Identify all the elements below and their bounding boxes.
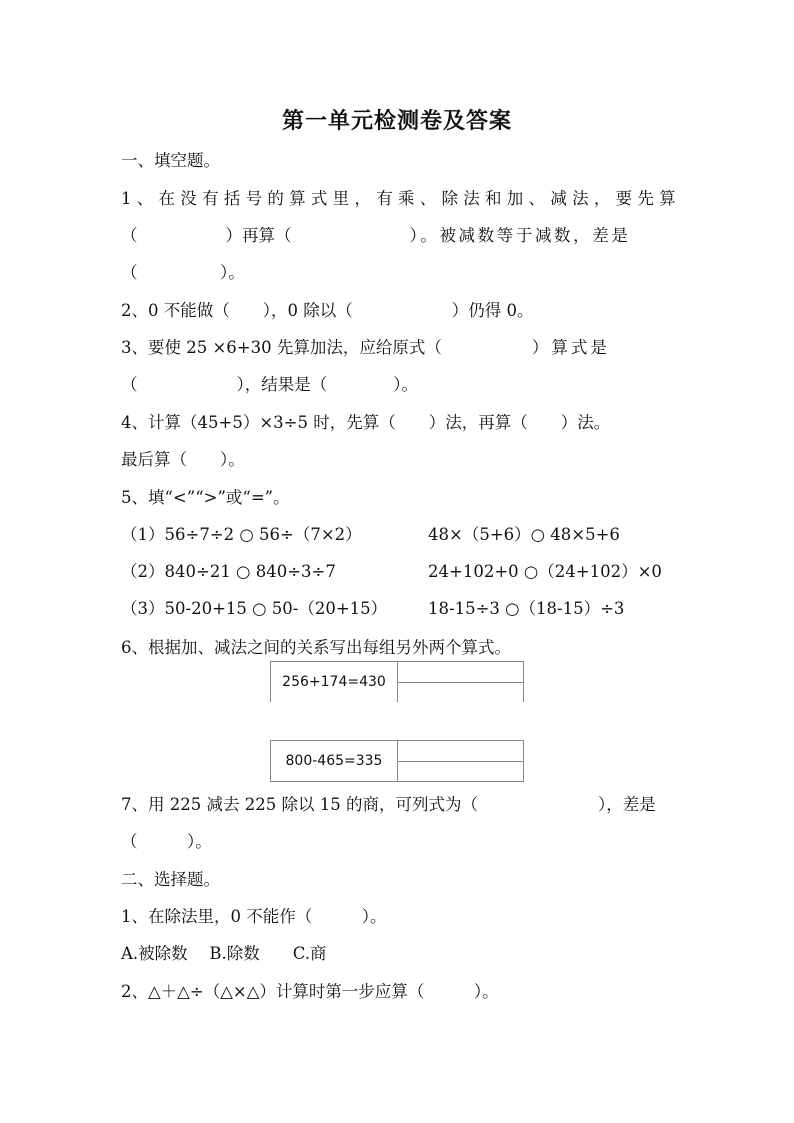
q1-then: ）再算（ — [225, 226, 292, 245]
q1-line1 — [121, 188, 676, 210]
q1-paren-open: （ — [121, 226, 138, 245]
section-choice-heading: 二、选择题。 — [121, 870, 220, 889]
q1-line1-char: 号 — [245, 189, 263, 208]
q1-line1-char: 减 — [550, 189, 567, 208]
q3-line1 — [121, 337, 676, 359]
q3-line1-b: ）算式是 — [531, 338, 610, 357]
q4-line1: 4、计算（45+5）×3÷5 时，先算（ ）法，再算（ ）法。 — [121, 413, 611, 432]
q1-line1-char: 和 — [485, 189, 502, 208]
q5-intro: 5、填“<”“>”或“=”。 — [121, 488, 290, 507]
q1-line1-char: 、 — [419, 189, 437, 208]
q1-line1-char: 算 — [659, 189, 676, 208]
q6-answer-blank2[interactable] — [398, 741, 523, 781]
q1-line1-char: 法 — [463, 189, 480, 208]
q1-line1-char: 括 — [223, 189, 241, 208]
q5-row2-left: （2）840÷21 ○ 840÷3÷7 — [121, 562, 336, 581]
q1-line1-char: 、 — [136, 189, 154, 208]
q4-line2: 最后算（ ）。 — [121, 450, 245, 469]
q1-line1-char: 乘 — [397, 189, 415, 208]
q5-row3-right: 18-15÷3 ○（18-15）÷3 — [428, 599, 625, 618]
q6-answer-blank1[interactable] — [398, 662, 523, 702]
c2-stem: 2、△＋△÷（△×△）计算时第一步应算（ ）。 — [121, 982, 499, 1001]
q7-line1-a: 7、用 225 减去 225 除以 15 的商，可列式为（ — [121, 795, 478, 814]
q1-line1-char: 要 — [615, 189, 633, 208]
q6-box1 — [270, 661, 524, 702]
q6-eq1: 256+174=430 — [271, 662, 398, 702]
q1-line2 — [121, 225, 676, 247]
q3-line1-a: 3、要使 25 ×6+30 先算加法，应给原式（ — [121, 338, 442, 357]
q1-line1-char: 1 — [121, 189, 132, 208]
c1-stem: 1、在除法里，0 不能作（ ）。 — [121, 907, 387, 926]
q1-line1-char: 法 — [572, 189, 589, 208]
q1-line1-char: ， — [593, 189, 611, 208]
q6-box2 — [270, 740, 524, 782]
q1-line1-char: 式 — [310, 189, 328, 208]
q5-row1-right: 48×（5+6）○ 48×5+6 — [428, 525, 620, 544]
c1-options: A.被除数 B.除数 C.商 — [121, 944, 327, 963]
q1-rest: ）。被减数等于减数，差是 — [409, 226, 631, 245]
q6-eq2: 800-465=335 — [271, 741, 398, 781]
q1-line1-char: 里 — [332, 189, 350, 208]
q5-row1-left: （1）56÷7÷2 ○ 56÷（7×2） — [121, 525, 362, 544]
q1-line1-char: 先 — [637, 189, 654, 208]
q3-line2: （ ），结果是（ ）。 — [121, 375, 418, 394]
q6-intro: 6、根据加、减法之间的关系写出每组另外两个算式。 — [121, 638, 511, 657]
q2-text: 2、0 不能做（ ），0 除以（ ）仍得 0。 — [121, 301, 534, 320]
q1-line1-char: 没 — [180, 189, 197, 208]
q1-line3: （ ）。 — [121, 263, 245, 282]
q1-line1-char: 有 — [202, 189, 219, 208]
q7-line2: （ ）。 — [121, 832, 212, 851]
q1-line1-char: 、 — [528, 189, 546, 208]
q7-line1 — [121, 794, 676, 816]
q5-row2-right: 24+102+0 ○（24+102）×0 — [428, 562, 662, 581]
q5-row3-left: （3）50-20+15 ○ 50-（20+15） — [121, 599, 388, 618]
q1-line1-char: 有 — [376, 189, 393, 208]
q1-line1-char: 在 — [158, 189, 176, 208]
q1-line1-char: 的 — [267, 189, 284, 208]
q1-line1-char: 加 — [506, 189, 524, 208]
section-fill-heading: 一、填空题。 — [121, 151, 220, 170]
page-title: 第一单元检测卷及答案 — [281, 109, 512, 134]
q1-line1-char: 算 — [289, 189, 306, 208]
q7-line1-b: ），差是 — [597, 795, 656, 814]
q1-line1-char: 除 — [441, 189, 458, 208]
q1-line1-char: ， — [354, 189, 371, 208]
